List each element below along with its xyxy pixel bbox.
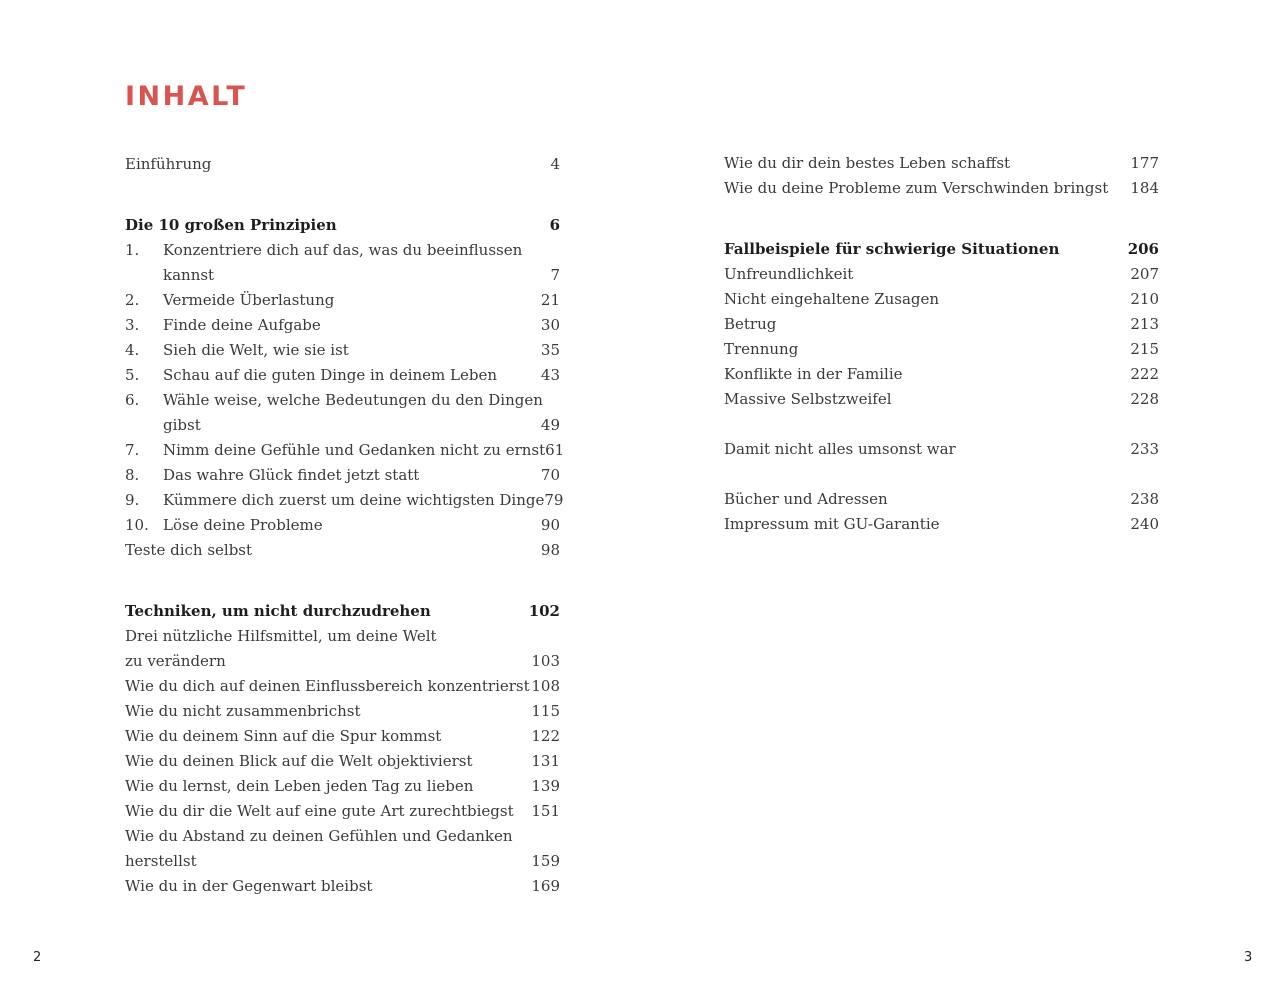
entry-label: Betrug <box>724 315 777 333</box>
entry-label-line1: Wähle weise, welche Bedeutungen du den Dingen <box>163 391 543 409</box>
entry-label: Konflikte in der Familie <box>724 365 903 383</box>
entry-label-line1: Wie du Abstand zu deinen Gefühlen und Gedanken <box>125 827 513 845</box>
toc-entry-case-1[interactable] <box>724 262 1159 287</box>
entry-label: Vermeide Überlastung <box>163 291 335 309</box>
entry-number: 10. <box>125 516 149 534</box>
entry-number: 1. <box>125 241 140 259</box>
entry-label: Bücher und Adressen <box>724 490 888 508</box>
toc-entry-case-3[interactable] <box>724 312 1159 337</box>
entry-label: Sieh die Welt, wie sie ist <box>163 341 349 359</box>
entry-label: Trennung <box>724 340 799 358</box>
toc-entry-principle-2[interactable] <box>125 288 560 313</box>
entry-page: 215 <box>1130 340 1159 358</box>
entry-label-line1: Drei nützliche Hilfsmittel, um deine Welt <box>125 627 437 645</box>
entry-page: 115 <box>531 702 560 720</box>
entry-number: 3. <box>125 316 140 334</box>
entry-page: 30 <box>540 316 560 334</box>
entry-label-line2: gibst <box>163 416 201 434</box>
toc-entry-closing[interactable] <box>724 437 1159 462</box>
section-heading-label: Techniken, um nicht durchzudrehen <box>125 602 431 620</box>
entry-page: 122 <box>531 727 560 745</box>
entry-page: 233 <box>1130 440 1159 458</box>
entry-number: 6. <box>125 391 140 409</box>
entry-label-line2: kannst <box>163 266 215 284</box>
toc-entry-test[interactable] <box>125 538 560 563</box>
entry-page: 210 <box>1130 290 1159 308</box>
entry-page: 7 <box>550 266 560 284</box>
toc-entry-principle-10[interactable] <box>125 513 560 538</box>
toc-entry-technique-6[interactable] <box>125 774 560 799</box>
entry-label: Massive Selbstzweifel <box>724 390 892 408</box>
toc-entry-principle-4[interactable] <box>125 338 560 363</box>
toc-entry-technique-9[interactable] <box>125 874 560 899</box>
toc-entry-case-2[interactable] <box>724 287 1159 312</box>
toc-entry-technique-4[interactable] <box>125 724 560 749</box>
entry-label: Das wahre Glück findet jetzt statt <box>163 466 420 484</box>
entry-label: Wie du dir dein bestes Leben schaffst <box>724 154 1011 172</box>
toc-section-heading-fallbeispiele[interactable] <box>724 237 1159 262</box>
entry-page: 43 <box>540 366 560 384</box>
entry-page: 228 <box>1130 390 1159 408</box>
entry-page: 35 <box>540 341 560 359</box>
entry-page: 238 <box>1130 490 1159 508</box>
entry-label: Impressum mit GU-Garantie <box>724 515 940 533</box>
toc-entry-principle-8[interactable] <box>125 463 560 488</box>
entry-number: 9. <box>125 491 140 509</box>
toc-entry-technique-2[interactable] <box>125 674 560 699</box>
entry-label: Kümmere dich zuerst um deine wichtigsten Dinge <box>163 491 545 509</box>
toc-entry-case-4[interactable] <box>724 337 1159 362</box>
entry-page: 184 <box>1130 179 1159 197</box>
entry-label: Löse deine Probleme <box>163 516 323 534</box>
section-heading-page: 206 <box>1127 240 1159 258</box>
entry-label: Wie du lernst, dein Leben jeden Tag zu lieben <box>125 777 474 795</box>
entry-page: 79 <box>544 491 564 509</box>
entry-page: 131 <box>531 752 560 770</box>
entry-label: Wie du deinem Sinn auf die Spur kommst <box>125 727 442 745</box>
page-number-left: 2 <box>33 950 42 965</box>
entry-page: 21 <box>540 291 560 309</box>
entry-page: 98 <box>540 541 560 559</box>
entry-label: Schau auf die guten Dinge in deinem Leben <box>163 366 498 384</box>
entry-label: Wie du deine Probleme zum Verschwinden bringst <box>724 179 1109 197</box>
entry-number: 4. <box>125 341 140 359</box>
entry-label: Finde deine Aufgabe <box>163 316 321 334</box>
toc-entry-principle-1[interactable] <box>125 238 560 288</box>
toc-section-heading-prinzipien[interactable] <box>125 213 560 238</box>
toc-entry-impressum[interactable] <box>724 512 1159 537</box>
entry-label: Teste dich selbst <box>125 541 253 559</box>
toc-entry-technique-3[interactable] <box>125 699 560 724</box>
entry-page: 70 <box>540 466 560 484</box>
toc-entry-principle-3[interactable] <box>125 313 560 338</box>
toc-entry-principle-5[interactable] <box>125 363 560 388</box>
entry-page: 90 <box>540 516 560 534</box>
entry-label-line2: zu verändern <box>125 652 226 670</box>
toc-entry-case-6[interactable] <box>724 387 1159 412</box>
toc-entry-case-5[interactable] <box>724 362 1159 387</box>
entry-number: 5. <box>125 366 140 384</box>
entry-page: 49 <box>540 416 560 434</box>
entry-label: Wie du dir die Welt auf eine gute Art zurechtbiegst <box>125 802 514 820</box>
toc-entry-label: Einführung <box>125 155 212 173</box>
section-heading-label: Die 10 großen Prinzipien <box>125 216 337 234</box>
entry-page: 169 <box>531 877 560 895</box>
toc-section-heading-techniken[interactable] <box>125 599 560 624</box>
entry-number: 8. <box>125 466 140 484</box>
entry-label: Wie du deinen Blick auf die Welt objektivierst <box>125 752 473 770</box>
entry-label-line2: herstellst <box>125 852 197 870</box>
toc-entry-books[interactable] <box>724 487 1159 512</box>
entry-page: 213 <box>1130 315 1159 333</box>
entry-label: Unfreundlichkeit <box>724 265 854 283</box>
entry-label: Wie du nicht zusammenbrichst <box>125 702 361 720</box>
toc-entry-intro[interactable] <box>125 152 560 177</box>
entry-label: Wie du dich auf deinen Einflussbereich konzentrierst <box>125 677 530 695</box>
entry-page: 108 <box>531 677 560 695</box>
toc-entry-page: 4 <box>550 155 560 173</box>
entry-page: 61 <box>545 441 565 459</box>
toc-entry-principle-6[interactable] <box>125 388 560 438</box>
entry-label-line1: Konzentriere dich auf das, was du beeinflussen <box>163 241 523 259</box>
entry-label: Nicht eingehaltene Zusagen <box>724 290 940 308</box>
toc-entry-technique-10[interactable] <box>724 151 1159 176</box>
entry-page: 139 <box>531 777 560 795</box>
toc-entry-technique-1[interactable] <box>125 624 560 674</box>
toc-entry-technique-5[interactable] <box>125 749 560 774</box>
toc-entry-principle-7[interactable] <box>125 438 565 463</box>
entry-number: 7. <box>125 441 140 459</box>
toc-entry-technique-7[interactable] <box>125 799 560 824</box>
entry-page: 151 <box>531 802 560 820</box>
toc-entry-technique-11[interactable] <box>724 176 1159 201</box>
entry-page: 159 <box>531 852 560 870</box>
entry-label: Damit nicht alles umsonst war <box>724 440 956 458</box>
entry-page: 103 <box>531 652 560 670</box>
entry-number: 2. <box>125 291 140 309</box>
entry-page: 177 <box>1130 154 1159 172</box>
section-heading-label: Fallbeispiele für schwierige Situationen <box>724 240 1060 258</box>
entry-page: 207 <box>1130 265 1159 283</box>
entry-page: 222 <box>1130 365 1159 383</box>
page-number-right: 3 <box>1244 950 1253 965</box>
section-heading-page: 102 <box>528 602 560 620</box>
toc-entry-principle-9[interactable] <box>125 488 564 513</box>
toc-left-column <box>125 152 565 899</box>
entry-page: 240 <box>1130 515 1159 533</box>
entry-label: Wie du in der Gegenwart bleibst <box>125 877 373 895</box>
toc-entry-technique-8[interactable] <box>125 824 560 874</box>
entry-label: Nimm deine Gefühle und Gedanken nicht zu ernst <box>163 441 546 459</box>
toc-right-column <box>724 151 1159 537</box>
page-title: INHALT <box>125 81 248 112</box>
section-heading-page: 6 <box>549 216 560 234</box>
